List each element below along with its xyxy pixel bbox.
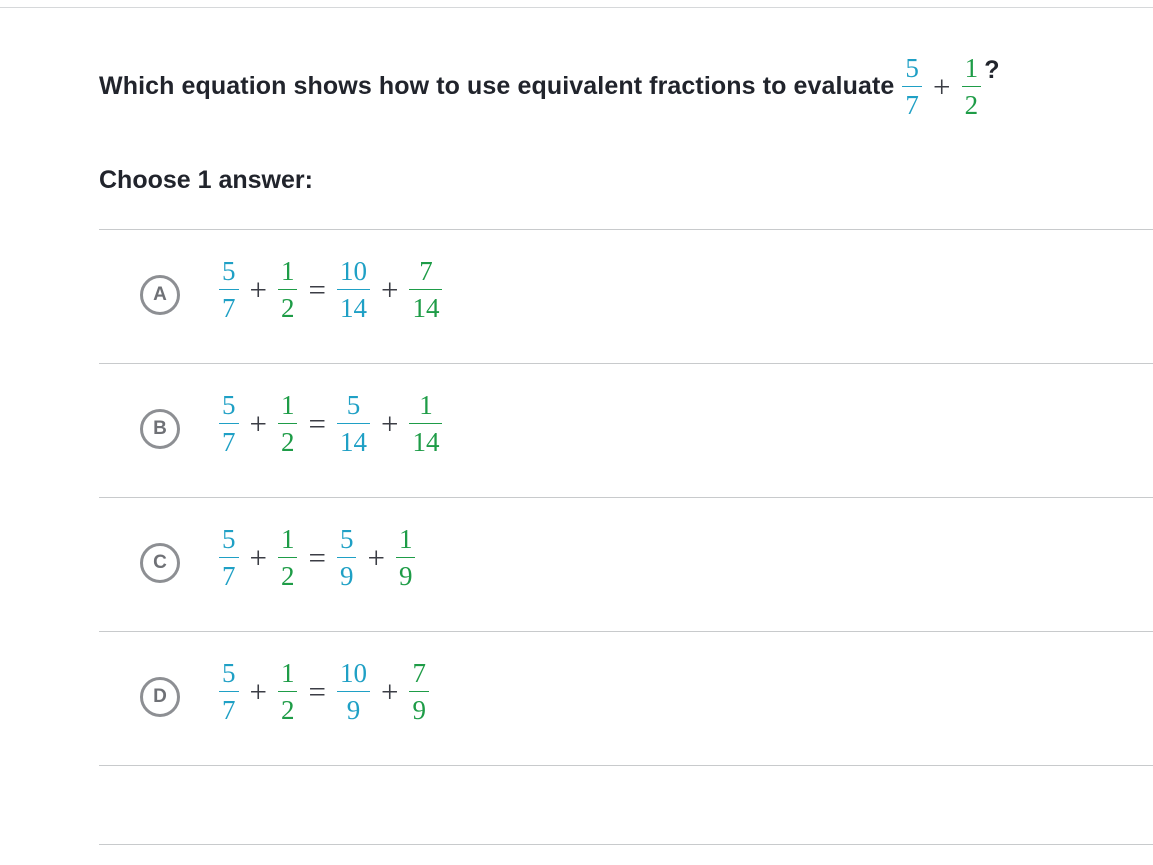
answer-choices — [99, 229, 1153, 766]
fraction-bar — [219, 423, 239, 424]
fraction — [337, 388, 370, 459]
fraction — [396, 522, 416, 593]
fraction-bar — [278, 289, 298, 290]
fraction — [278, 388, 298, 459]
denominator: 9 — [412, 695, 426, 725]
fraction — [409, 254, 442, 325]
denominator: 7 — [222, 293, 236, 323]
fraction — [337, 522, 357, 593]
fraction-one-half — [962, 51, 982, 122]
denominator: 2 — [280, 293, 295, 323]
numerator: 1 — [280, 524, 295, 554]
fraction-bar — [219, 289, 239, 290]
numerator: 1 — [280, 390, 295, 420]
fraction-bar — [337, 289, 370, 290]
equals-sign: = — [308, 540, 326, 575]
fraction-five-sevenths — [902, 51, 922, 122]
numerator: 10 — [339, 256, 367, 286]
choice-bubble[interactable]: C — [140, 543, 180, 583]
choice-c[interactable] — [99, 497, 1153, 631]
numerator: 5 — [222, 256, 236, 286]
numerator: 5 — [346, 390, 361, 420]
fraction-bar — [409, 289, 442, 290]
choice-bubble[interactable]: B — [140, 409, 180, 449]
fraction — [409, 656, 429, 727]
choice-b[interactable] — [99, 363, 1153, 497]
choice-equation — [217, 254, 444, 325]
denominator: 2 — [280, 695, 295, 725]
bottom-divider — [99, 844, 1153, 845]
choice-equation — [217, 656, 431, 727]
denominator: 14 — [412, 427, 440, 457]
denominator: 2 — [280, 427, 295, 457]
plus-sign: + — [380, 674, 399, 709]
numerator: 1 — [964, 52, 979, 83]
question-prompt: Which equation shows how to use equivalent fractions to evaluate — [99, 71, 895, 100]
denominator: 7 — [222, 561, 236, 591]
fraction-bar — [396, 557, 416, 558]
fraction — [337, 656, 370, 727]
fraction-bar — [409, 691, 429, 692]
plus-sign: + — [933, 68, 951, 104]
fraction-bar — [278, 423, 298, 424]
fraction-bar — [902, 86, 922, 87]
numerator: 5 — [222, 658, 236, 688]
fraction — [278, 522, 298, 593]
choice-d[interactable] — [99, 631, 1153, 766]
numerator: 1 — [280, 256, 295, 286]
numerator: 10 — [339, 658, 367, 688]
plus-sign: + — [249, 406, 267, 441]
fraction — [219, 522, 239, 593]
denominator: 9 — [339, 561, 354, 591]
instructions: Choose 1 answer: — [99, 166, 313, 194]
plus-sign: + — [367, 540, 385, 575]
numerator: 7 — [412, 658, 426, 688]
numerator: 1 — [398, 524, 413, 554]
fraction — [219, 388, 239, 459]
denominator: 14 — [339, 293, 367, 323]
denominator: 14 — [412, 293, 440, 323]
plus-sign: + — [380, 272, 399, 307]
equals-sign: = — [308, 674, 326, 709]
choice-equation — [217, 388, 444, 459]
fraction-bar — [219, 691, 239, 692]
denominator: 9 — [398, 561, 413, 591]
numerator: 5 — [222, 390, 236, 420]
fraction-bar — [962, 86, 982, 87]
choice-a[interactable] — [99, 229, 1153, 363]
fraction — [219, 656, 239, 727]
numerator: 1 — [280, 658, 295, 688]
choice-bubble[interactable]: A — [140, 275, 180, 315]
numerator: 7 — [419, 256, 433, 286]
top-divider — [0, 7, 1153, 8]
denominator: 9 — [346, 695, 361, 725]
fraction-bar — [219, 557, 239, 558]
equals-sign: = — [308, 272, 326, 307]
numerator: 1 — [419, 390, 433, 420]
plus-sign: + — [380, 406, 399, 441]
question — [99, 46, 1000, 126]
plus-sign: + — [249, 540, 267, 575]
fraction — [278, 254, 298, 325]
choice-equation — [217, 522, 417, 593]
fraction-bar — [337, 691, 370, 692]
denominator: 7 — [222, 427, 236, 457]
fraction-bar — [337, 423, 370, 424]
numerator: 5 — [339, 524, 354, 554]
question-mark: ? — [984, 56, 1000, 84]
numerator: 5 — [905, 52, 920, 83]
fraction — [337, 254, 370, 325]
fraction-bar — [409, 423, 442, 424]
numerator: 5 — [222, 524, 236, 554]
fraction-bar — [337, 557, 357, 558]
denominator: 14 — [339, 427, 367, 457]
fraction — [278, 656, 298, 727]
denominator: 7 — [222, 695, 236, 725]
plus-sign: + — [249, 674, 267, 709]
denominator: 7 — [905, 89, 920, 120]
equals-sign: = — [308, 406, 326, 441]
plus-sign: + — [249, 272, 267, 307]
fraction — [219, 254, 239, 325]
fraction-bar — [278, 557, 298, 558]
denominator: 2 — [280, 561, 295, 591]
denominator: 2 — [964, 89, 979, 120]
question-expression — [900, 51, 983, 122]
fraction — [409, 388, 442, 459]
choice-bubble[interactable]: D — [140, 677, 180, 717]
fraction-bar — [278, 691, 298, 692]
